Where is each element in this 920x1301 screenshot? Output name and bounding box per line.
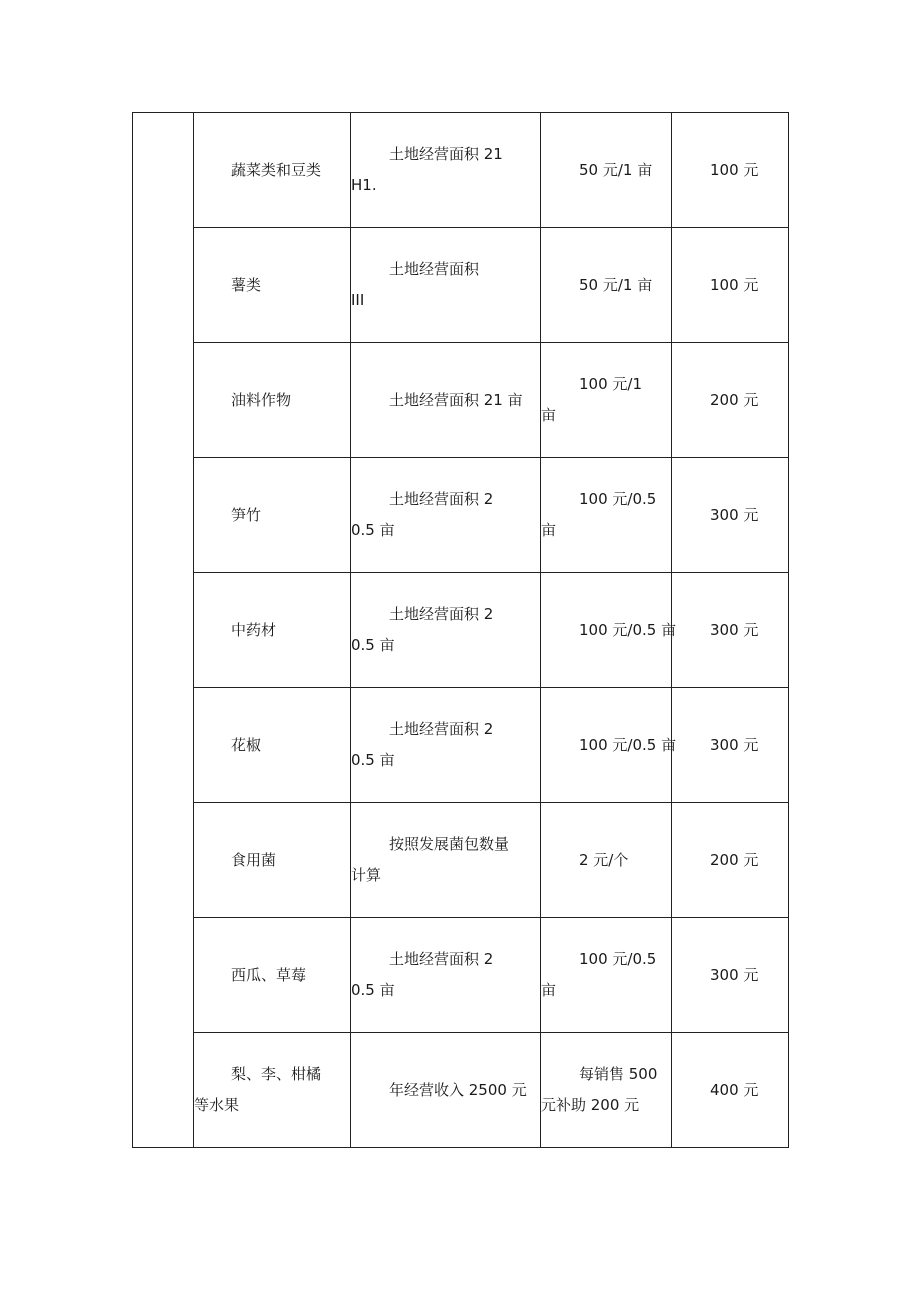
crop-text-line: 西瓜、草莓 bbox=[231, 965, 307, 984]
condition-cell bbox=[351, 113, 541, 228]
standard-text-line: 2 元/个 bbox=[579, 850, 629, 869]
standard-cell bbox=[541, 918, 672, 1033]
standard-cell bbox=[541, 113, 672, 228]
table-row bbox=[133, 1033, 789, 1148]
crop-text-line: 等水果 bbox=[194, 1096, 240, 1114]
cap-cell bbox=[672, 228, 789, 343]
cap-cell bbox=[672, 918, 789, 1033]
condition-text-line: III bbox=[351, 291, 365, 309]
table-row bbox=[133, 918, 789, 1033]
cap-cell bbox=[672, 343, 789, 458]
cap-cell bbox=[672, 113, 789, 228]
crop-cell bbox=[194, 918, 351, 1033]
condition-text-line: 0.5 亩 bbox=[351, 636, 395, 654]
condition-text-line: 土地经营面积 2 bbox=[389, 720, 494, 738]
table-row bbox=[133, 803, 789, 918]
condition-cell bbox=[351, 458, 541, 573]
condition-cell bbox=[351, 803, 541, 918]
condition-text-line: 土地经营面积 2 bbox=[389, 950, 494, 968]
crop-text-line: 中药材 bbox=[231, 620, 277, 639]
crop-text-line: 笋竹 bbox=[231, 505, 262, 524]
cap-cell bbox=[672, 458, 789, 573]
condition-text-line: 年经营收入 2500 元 bbox=[389, 1080, 527, 1099]
crop-cell bbox=[194, 1033, 351, 1148]
standard-cell bbox=[541, 343, 672, 458]
standard-text-line: 亩 bbox=[541, 521, 557, 539]
condition-text-line: 计算 bbox=[351, 866, 382, 884]
cap-cell bbox=[672, 573, 789, 688]
standard-cell bbox=[541, 688, 677, 803]
cap-amount: 300 元 bbox=[710, 735, 759, 754]
condition-cell bbox=[351, 688, 541, 803]
crop-cell bbox=[194, 113, 351, 228]
table-row bbox=[133, 688, 789, 803]
cap-amount: 100 元 bbox=[710, 160, 759, 179]
condition-text-line: 按照发展菌包数量 bbox=[389, 835, 510, 853]
standard-text-line: 100 元/0.5 亩 bbox=[579, 620, 677, 639]
table-row bbox=[133, 113, 789, 228]
cap-cell bbox=[672, 803, 789, 918]
subsidy-table-body bbox=[133, 113, 789, 1148]
crop-cell bbox=[194, 573, 351, 688]
cap-amount: 300 元 bbox=[710, 965, 759, 984]
standard-text-line: 亩 bbox=[541, 406, 557, 424]
crop-cell bbox=[194, 228, 351, 343]
cap-amount: 200 元 bbox=[710, 850, 759, 869]
condition-text-line: 土地经营面积 2 bbox=[389, 490, 494, 508]
standard-cell bbox=[541, 1033, 672, 1148]
crop-text-line: 食用菌 bbox=[231, 850, 277, 869]
cap-amount: 200 元 bbox=[710, 390, 759, 409]
crop-text-line: 蔬菜类和豆类 bbox=[231, 160, 322, 179]
condition-text-line: 土地经营面积 21 bbox=[389, 145, 503, 163]
condition-text-line: 0.5 亩 bbox=[351, 521, 395, 539]
subsidy-table bbox=[132, 112, 789, 1148]
standard-cell bbox=[541, 228, 672, 343]
crop-text-line: 梨、李、柑橘 bbox=[231, 1065, 322, 1083]
condition-cell bbox=[351, 343, 541, 458]
standard-text-line: 100 元/0.5 bbox=[579, 950, 657, 968]
condition-text-line: 土地经营面积 21 亩 bbox=[389, 390, 523, 409]
crop-cell bbox=[194, 458, 351, 573]
standard-text-line: 50 元/1 亩 bbox=[579, 160, 653, 179]
standard-text-line: 每销售 500 bbox=[579, 1065, 658, 1083]
condition-text-line: 0.5 亩 bbox=[351, 751, 395, 769]
cap-amount: 300 元 bbox=[710, 505, 759, 524]
crop-text-line: 油料作物 bbox=[231, 390, 292, 409]
cap-cell bbox=[672, 688, 789, 803]
crop-text-line: 花椒 bbox=[231, 735, 262, 754]
condition-text-line: 土地经营面积 2 bbox=[389, 605, 494, 623]
cap-amount: 100 元 bbox=[710, 275, 759, 294]
table-row bbox=[133, 573, 789, 688]
cap-amount: 400 元 bbox=[710, 1080, 759, 1099]
cap-cell bbox=[672, 1033, 789, 1148]
standard-text-line: 100 元/1 bbox=[579, 375, 642, 393]
crop-cell bbox=[194, 803, 351, 918]
crop-cell bbox=[194, 343, 351, 458]
crop-text-line: 薯类 bbox=[231, 275, 262, 294]
standard-cell bbox=[541, 573, 677, 688]
standard-cell bbox=[541, 458, 672, 573]
standard-text-line: 亩 bbox=[541, 981, 557, 999]
condition-cell bbox=[351, 1033, 541, 1148]
condition-cell bbox=[351, 573, 541, 688]
table-row bbox=[133, 228, 789, 343]
table-row bbox=[133, 458, 789, 573]
standard-text-line: 50 元/1 亩 bbox=[579, 275, 653, 294]
condition-cell bbox=[351, 228, 541, 343]
category-cell bbox=[133, 113, 194, 1148]
condition-text-line: H1. bbox=[351, 176, 377, 194]
standard-cell bbox=[541, 803, 672, 918]
condition-text-line: 0.5 亩 bbox=[351, 981, 395, 999]
standard-text-line: 元补助 200 元 bbox=[541, 1096, 640, 1114]
condition-text-line: 土地经营面积 bbox=[389, 260, 480, 278]
standard-text-line: 100 元/0.5 亩 bbox=[579, 735, 677, 754]
table-row bbox=[133, 343, 789, 458]
condition-cell bbox=[351, 918, 541, 1033]
standard-text-line: 100 元/0.5 bbox=[579, 490, 657, 508]
cap-amount: 300 元 bbox=[710, 620, 759, 639]
crop-cell bbox=[194, 688, 351, 803]
